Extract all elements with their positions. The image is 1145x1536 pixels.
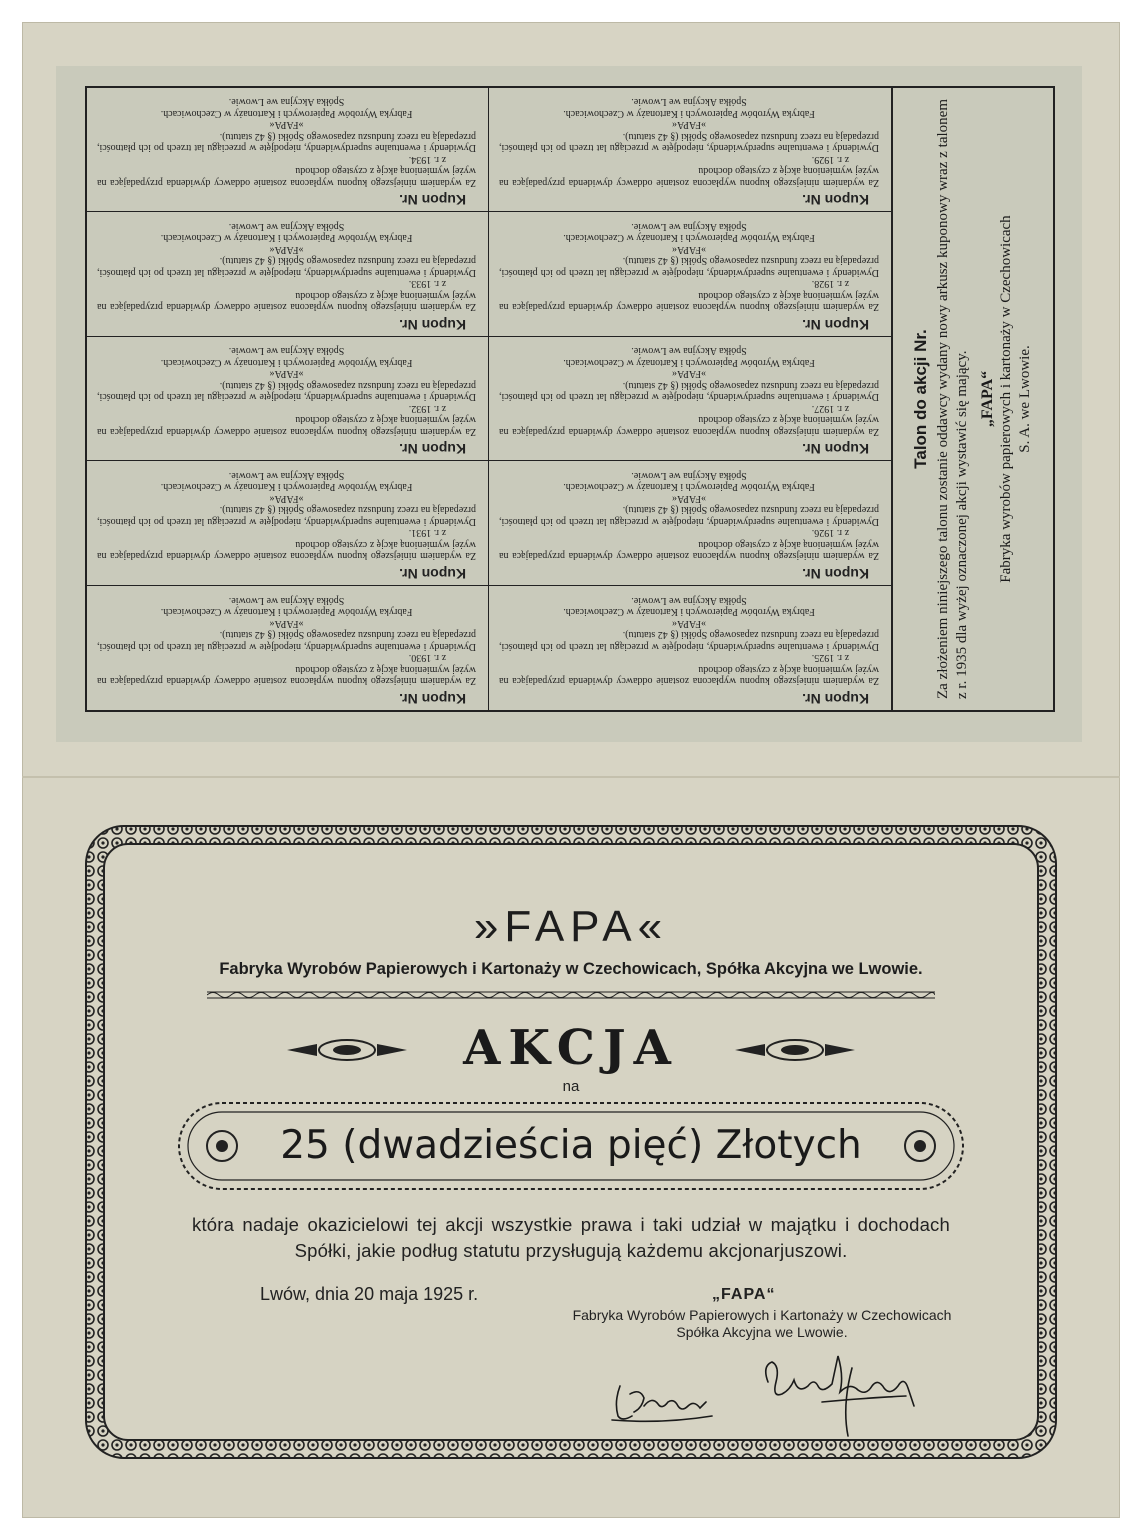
coupon-heading: Kupon Nr. xyxy=(399,691,466,707)
coupon xyxy=(87,461,489,585)
ornament-right-icon xyxy=(735,1038,855,1062)
coupon-fapa: »FAPA« xyxy=(672,119,706,131)
decorative-divider xyxy=(207,990,935,1000)
coupon-year: z r. 1934. xyxy=(408,153,446,165)
coupon-year: z r. 1933. xyxy=(408,278,446,290)
coupon-fapa: »FAPA« xyxy=(269,368,304,380)
coupon xyxy=(489,461,891,585)
nominal-amount: 25 (dwadzieścia pięć) Złotych xyxy=(280,1123,862,1168)
coupon-year: z r. 1928. xyxy=(811,278,849,290)
issuer-name: „FAPA“ xyxy=(712,1286,776,1303)
coupon-year: z r. 1931. xyxy=(408,527,446,539)
talon-company: Fabryka wyrobów papierowych i kartonaży w Czechowicach xyxy=(998,215,1014,583)
coupon-grid-frame xyxy=(85,86,1055,712)
talon-text xyxy=(911,99,1035,699)
coupon-city: Spółka Akcyjna we Lwowie. xyxy=(228,345,345,357)
coupon xyxy=(87,212,489,336)
coupon-firm: Fabryka Wyrobów Papierowych i Kartonaży w Czechowicach. xyxy=(563,232,815,244)
talon-title: Talon do akcji Nr. xyxy=(911,329,930,469)
coupon-heading: Kupon Nr. xyxy=(802,441,869,458)
coupon-terms: Dywidendy i ewentualne superdywidendy, niepodjęte w przeciągu lat trzech po ich płatności, przepadają na rzecz funduszu zapasowego Spółki (§ 42 statutu). xyxy=(499,255,879,278)
coupon-fapa: »FAPA« xyxy=(672,243,706,255)
coupon-fapa: »FAPA« xyxy=(672,492,706,504)
coupon-firm: Fabryka Wyrobów Papierowych i Kartonaży w Czechowicach. xyxy=(160,232,413,244)
coupon-terms: Dywidendy i ewentualne superdywidendy, niepodjęte w przeciągu lat trzech po ich płatności, przepadają na rzecz funduszu zapasowego Spółki (§ 42 statutu). xyxy=(499,130,879,154)
coupon-body: Za wydaniem niniejszego kuponu wypłacona zostanie oddawcy dywidenda przypadająca na wyżej wymienioną akcję z czystego dochodu xyxy=(97,289,476,313)
coupon-firm: Fabryka Wyrobów Papierowych i Kartonaży w Czechowicach. xyxy=(160,481,413,493)
coupon xyxy=(489,212,891,336)
certificate-title: AKCJA xyxy=(463,1020,679,1076)
coupon-fapa: »FAPA« xyxy=(269,119,304,131)
coupon-terms: Dywidendy i ewentualne superdywidendy, niepodjęte w przeciągu lat trzech po ich płatności, przepadają na rzecz funduszu zapasowego Spółki (§ 42 statutu). xyxy=(499,629,879,652)
coupon-body: Za wydaniem niniejszego kuponu wypłacona zostanie oddawcy dywidenda przypadająca na wyżej wymienioną akcję z czystego dochodu xyxy=(499,289,879,313)
coupon-city: Spółka Akcyjna we Lwowie. xyxy=(631,220,747,232)
coupon-body: Za wydaniem niniejszego kuponu wypłacona zostanie oddawcy dywidenda przypadająca na wyżej wymienioną akcję z czystego dochodu xyxy=(97,664,476,687)
coupon-city: Spółka Akcyjna we Lwowie. xyxy=(228,96,345,108)
coupon-year: z r. 1926. xyxy=(811,527,849,539)
coupon-heading: Kupon Nr. xyxy=(802,565,869,582)
coupon-firm: Fabryka Wyrobów Papierowych i Kartonaży w Czechowicach. xyxy=(160,107,413,119)
coupon-city: Spółka Akcyjna we Lwowie. xyxy=(631,345,747,357)
issuer-block xyxy=(532,1307,992,1341)
coupon-heading: Kupon Nr. xyxy=(802,192,869,209)
coupon-body: Za wydaniem niniejszego kuponu wypłacona zostanie oddawcy dywidenda przypadająca na wyżej wymienioną akcję z czystego dochodu xyxy=(499,165,879,188)
coupon-terms: Dywidendy i ewentualne superdywidendy, niepodjęte w przeciągu lat trzech po ich płatności, przepadają na rzecz funduszu zapasowego Spółki (§ 42 statutu). xyxy=(97,130,476,154)
coupon-firm: Fabryka Wyrobów Papierowych i Kartonaży w Czechowicach. xyxy=(563,481,815,493)
coupon-year: z r. 1925. xyxy=(811,652,849,664)
coupon-year: z r. 1932. xyxy=(408,402,446,414)
talon-body: Za złożeniem niniejszego talonu zostanie oddawcy wydany nowy arkusz kuponowy wraz z talonem z r. 1935 dla wyżej oznaczonej akcji wystawić się mający. xyxy=(935,99,970,699)
coupon-city: Spółka Akcyjna we Lwowie. xyxy=(228,595,345,606)
coupon-city: Spółka Akcyjna we Lwowie. xyxy=(631,469,747,481)
place-date: Lwów, dnia 20 maja 1925 r. xyxy=(260,1284,479,1304)
coupon-city: Spółka Akcyjna we Lwowie. xyxy=(631,96,747,108)
coupon-body: Za wydaniem niniejszego kuponu wypłacona zostanie oddawcy dywidenda przypadająca na wyżej wymienioną akcję z czystego dochodu xyxy=(97,538,476,562)
coupon-heading: Kupon Nr. xyxy=(399,565,466,582)
coupon xyxy=(489,337,891,461)
coupon-heading: Kupon Nr. xyxy=(802,316,869,333)
coupon-sheet xyxy=(56,66,1082,742)
certificate-body xyxy=(112,852,1030,1432)
coupon-body: Za wydaniem niniejszego kuponu wypłacona zostanie oddawcy dywidenda przypadająca na wyżej wymienioną akcję z czystego dochodu xyxy=(499,664,879,687)
coupon xyxy=(489,88,891,212)
coupon-firm: Fabryka Wyrobów Papierowych i Kartonaży w Czechowicach. xyxy=(563,606,815,618)
talon xyxy=(891,88,1053,710)
brand-title: »FAPA« xyxy=(473,902,669,951)
coupon-list xyxy=(87,88,891,710)
coupon-sheet-rotated xyxy=(56,66,1082,742)
issuer-city: Spółka Akcyjna we Lwowie. xyxy=(676,1324,848,1340)
coupon-firm: Fabryka Wyrobów Papierowych i Kartonaży w Czechowicach. xyxy=(563,107,815,119)
coupon-terms: Dywidendy i ewentualne superdywidendy, niepodjęte w przeciągu lat trzech po ich płatności, przepadają na rzecz funduszu zapasowego Spółki (§ 42 statutu). xyxy=(499,379,879,403)
coupon-city: Spółka Akcyjna we Lwowie. xyxy=(631,595,747,606)
coupon-terms: Dywidendy i ewentualne superdywidendy, niepodjęte w przeciągu lat trzech po ich płatności, przepadają na rzecz funduszu zapasowego Spółki (§ 42 statutu). xyxy=(97,504,476,527)
handwritten-signatures xyxy=(582,1346,942,1446)
talon-city: S. A. we Lwowie. xyxy=(1017,345,1033,453)
coupon-terms: Dywidendy i ewentualne superdywidendy, niepodjęte w przeciągu lat trzech po ich płatności, przepadają na rzecz funduszu zapasowego Spółki (§ 42 statutu). xyxy=(97,629,476,652)
talon-fapa: „FAPA“ xyxy=(979,370,996,428)
coupon-body: Za wydaniem niniejszego kuponu wypłacona zostanie oddawcy dywidenda przypadająca na wyżej wymienioną akcję z czystego dochodu xyxy=(499,538,879,562)
coupon-firm: Fabryka Wyrobów Papierowych i Kartonaży w Czechowicach. xyxy=(160,606,413,618)
coupon-heading: Kupon Nr. xyxy=(399,316,466,333)
coupon-body: Za wydaniem niniejszego kuponu wypłacona zostanie oddawcy dywidenda przypadająca na wyżej wymienioną akcję z czystego dochodu xyxy=(97,165,476,188)
coupon-terms: Dywidendy i ewentualne superdywidendy, niepodjęte w przeciągu lat trzech po ich płatności, przepadają na rzecz funduszu zapasowego Spółki (§ 42 statutu). xyxy=(97,255,476,278)
coupon-city: Spółka Akcyjna we Lwowie. xyxy=(228,220,345,232)
coupon-terms: Dywidendy i ewentualne superdywidendy, niepodjęte w przeciągu lat trzech po ich płatności, przepadają na rzecz funduszu zapasowego Spółki (§ 42 statutu). xyxy=(499,504,879,527)
coupon-fapa: »FAPA« xyxy=(269,243,304,255)
coupon-terms: Dywidendy i ewentualne superdywidendy, niepodjęte w przeciągu lat trzech po ich płatności, przepadają na rzecz funduszu zapasowego Spółki (§ 42 statutu). xyxy=(97,379,476,403)
coupon-heading: Kupon Nr. xyxy=(399,441,466,458)
coupon-body: Za wydaniem niniejszego kuponu wypłacona zostanie oddawcy dywidenda przypadająca na wyżej wymienioną akcję z czystego dochodu xyxy=(499,414,879,437)
coupon-body: Za wydaniem niniejszego kuponu wypłacona zostanie oddawcy dywidenda przypadająca na wyżej wymienioną akcję z czystego dochodu xyxy=(97,414,476,437)
coupon-fapa: »FAPA« xyxy=(672,368,706,380)
issuer-company: Fabryka Wyrobów Papierowych i Kartonaży w Czechowicach xyxy=(572,1307,952,1323)
coupon-city: Spółka Akcyjna we Lwowie. xyxy=(228,469,345,481)
coupon xyxy=(489,586,891,710)
na-label: na xyxy=(562,1078,580,1095)
coupon-year: z r. 1927. xyxy=(811,402,849,414)
coupon-year: z r. 1930. xyxy=(408,652,446,664)
rights-description: która nadaje okazicielowi tej akcji wszystkie prawa i taki udział w majątku i dochodach Spółki, jakie podług statutu przysługują każdemu akcjonarjuszowi. xyxy=(192,1214,950,1261)
coupon-fapa: »FAPA« xyxy=(269,492,304,504)
coupon xyxy=(87,586,489,710)
coupon xyxy=(87,337,489,461)
fold-line xyxy=(22,776,1120,778)
coupon-year: z r. 1929. xyxy=(811,153,849,165)
coupon-fapa: »FAPA« xyxy=(672,618,706,629)
coupon-heading: Kupon Nr. xyxy=(399,192,466,209)
coupon-firm: Fabryka Wyrobów Papierowych i Kartonaży w Czechowicach. xyxy=(563,356,815,368)
coupon xyxy=(87,88,489,212)
coupon-heading: Kupon Nr. xyxy=(802,691,869,707)
coupon-fapa: »FAPA« xyxy=(269,618,304,629)
coupon-firm: Fabryka Wyrobów Papierowych i Kartonaży w Czechowicach. xyxy=(160,356,413,368)
share-certificate xyxy=(82,822,1060,1462)
company-name: Fabryka Wyrobów Papierowych i Kartonaży w Czechowicach, Spółka Akcyjna we Lwowie. xyxy=(219,960,923,978)
